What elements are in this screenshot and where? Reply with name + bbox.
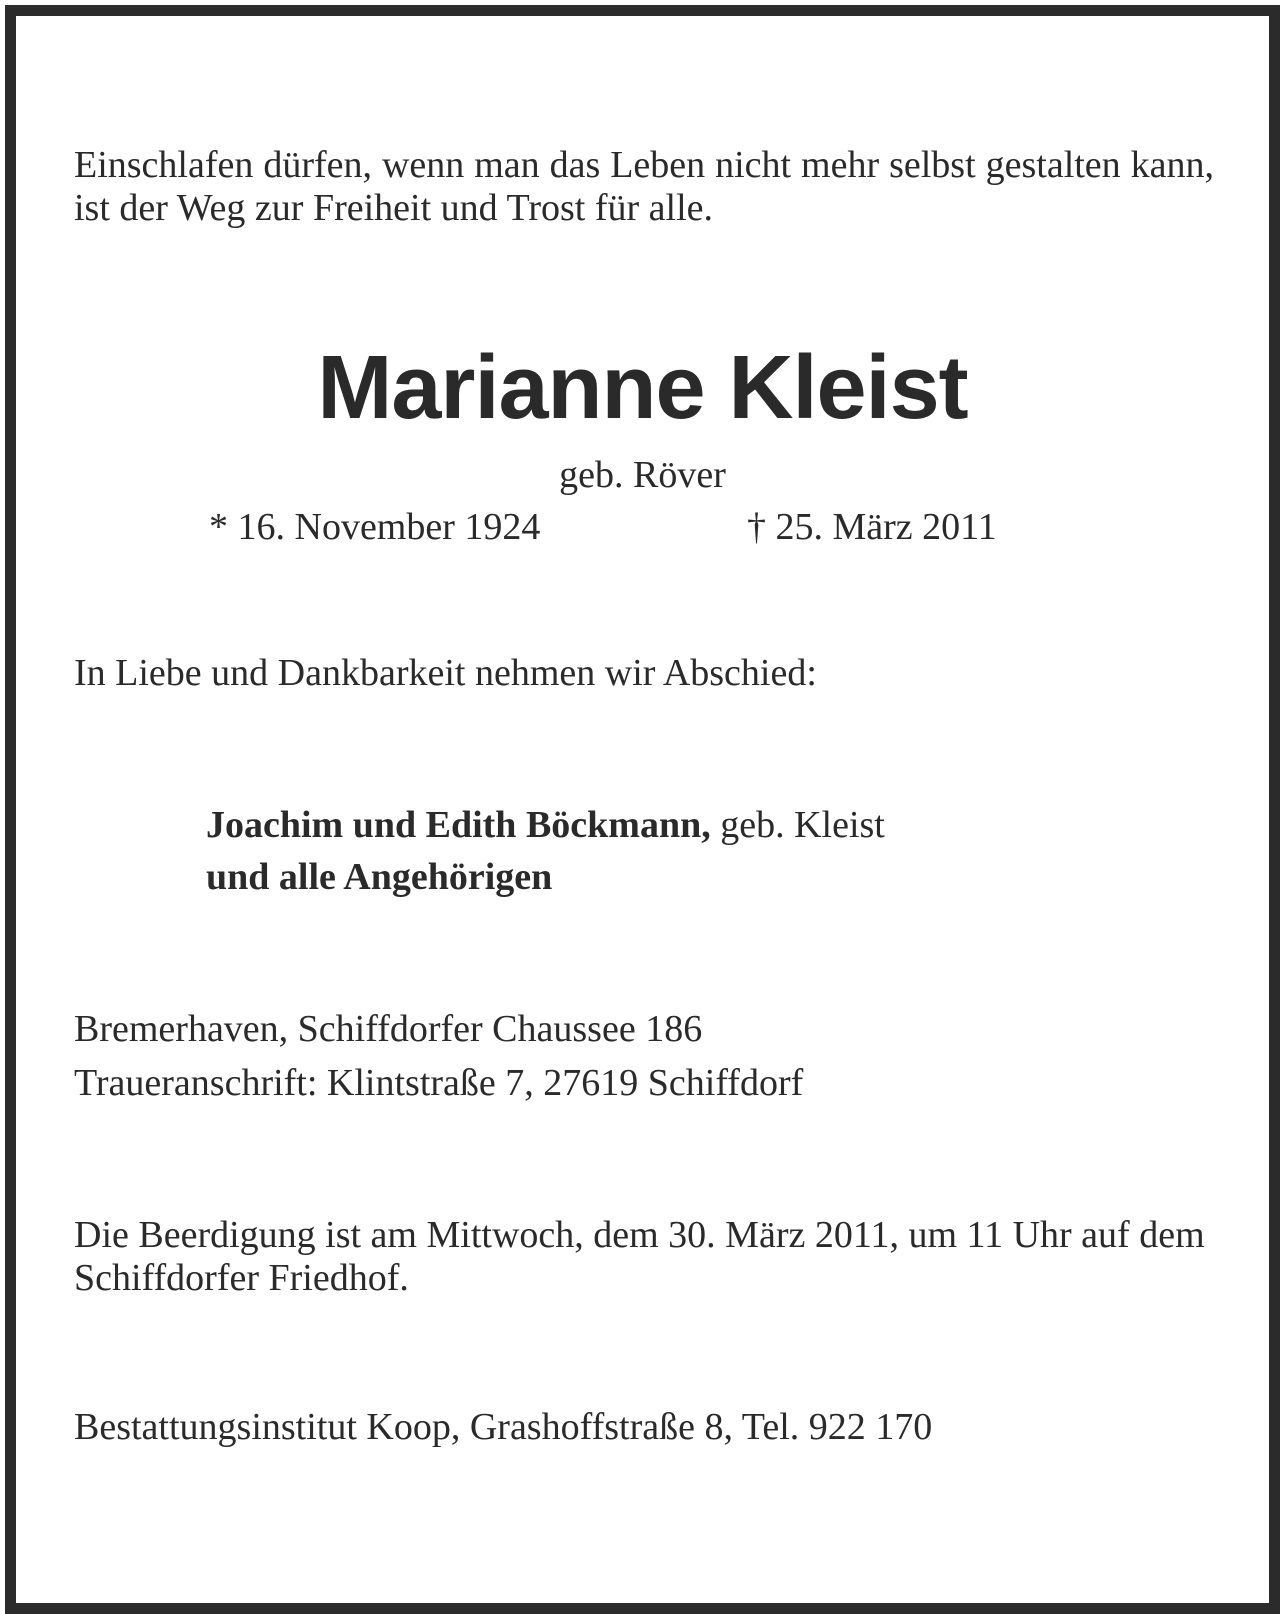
address-line-1: Bremerhaven, Schiffdorfer Chaussee 186 <box>74 1008 703 1050</box>
relatives-line: und alle Angehörigen <box>206 856 553 898</box>
death-date: † 25. März 2011 <box>747 506 997 548</box>
birth-date: * 16. November 1924 <box>209 506 541 548</box>
mourners-line <box>206 804 885 846</box>
maiden-name: geb. Röver <box>559 454 726 496</box>
funeral-notice: Die Beerdigung ist am Mittwoch, dem 30. März 2011, um 11 Uhr auf dem Schiffdorfer Friedhof. <box>74 1214 1205 1299</box>
obituary-frame <box>5 5 1280 1614</box>
motto-text: Einschlafen dürfen, wenn man das Leben nicht mehr selbst gestalten kann, ist der Weg zur Freiheit und Trost für alle. <box>74 144 1214 229</box>
deceased-name: Marianne Kleist <box>317 338 968 438</box>
address-line-2: Traueranschrift: Klintstraße 7, 27619 Schiffdorf <box>74 1062 804 1104</box>
farewell-line: In Liebe und Dankbarkeit nehmen wir Abschied: <box>74 652 817 694</box>
mourners-names: Joachim und Edith Böckmann, <box>206 804 711 846</box>
undertaker-line: Bestattungsinstitut Koop, Grashoffstraße 8, Tel. 922 170 <box>74 1406 933 1448</box>
mourners-maiden-name: geb. Kleist <box>710 804 885 846</box>
